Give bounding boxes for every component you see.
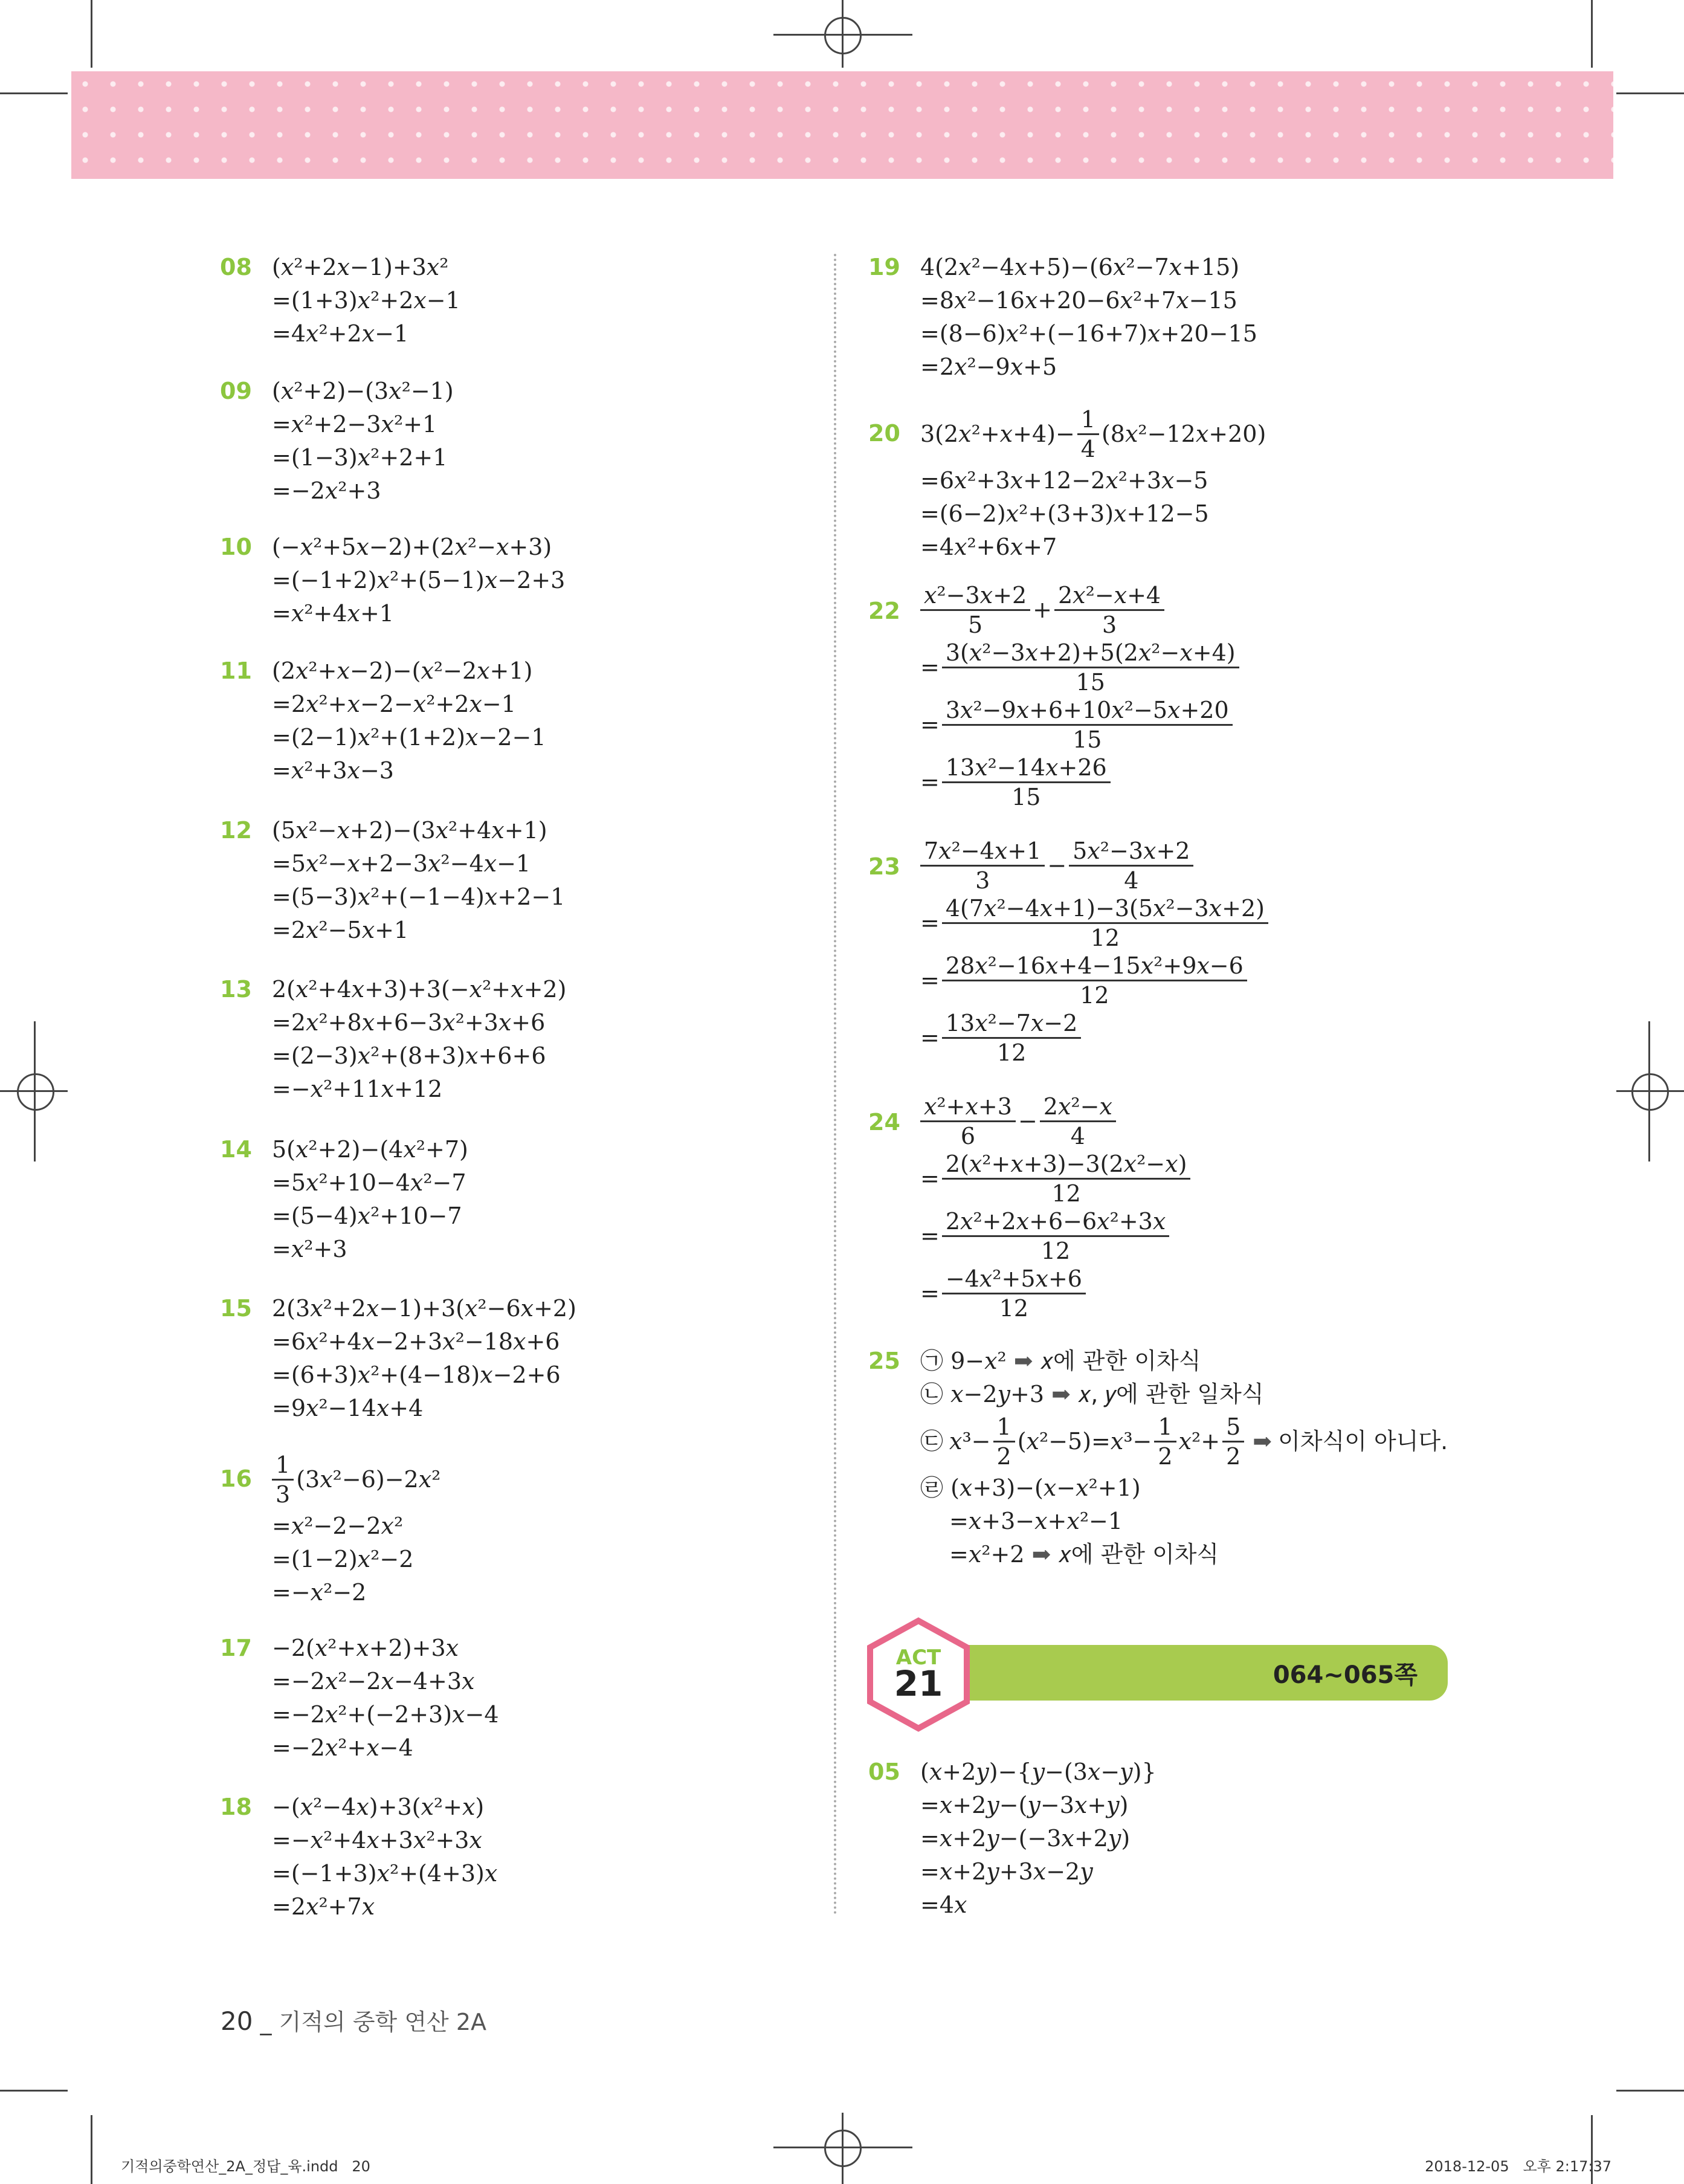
- problem-number: 20: [868, 420, 900, 447]
- problem-number: 08: [220, 254, 252, 280]
- step: 5(𝑥²+2)−(4𝑥²+7): [272, 1136, 468, 1163]
- step: =(1+3)𝑥²+2𝑥−1: [272, 287, 460, 314]
- fraction: [942, 1150, 1191, 1207]
- expression: (𝑥+3)−(𝑥−𝑥²+1): [950, 1475, 1141, 1501]
- denominator: 2: [1158, 1443, 1173, 1470]
- registration-line: [842, 0, 844, 68]
- step: =4𝑥²+6𝑥+7: [920, 534, 1057, 560]
- step: =4𝑥: [920, 1892, 967, 1918]
- numerator: 2𝑥²−𝑥: [1040, 1093, 1116, 1122]
- step: =−2𝑥²+(−2+3)𝑥−4: [272, 1701, 499, 1728]
- numerator: 1: [993, 1413, 1015, 1443]
- registration-line: [1648, 1021, 1650, 1161]
- page-footer: [221, 2003, 486, 2037]
- numerator: 2(𝑥²+𝑥+3)−3(2𝑥²−𝑥): [942, 1150, 1191, 1180]
- step: =𝑥²+2−3𝑥²+1: [272, 411, 437, 438]
- operator: +: [1033, 596, 1052, 623]
- step: =4𝑥²+2𝑥−1: [272, 320, 409, 347]
- step: =−2𝑥²−2𝑥−4+3𝑥: [272, 1668, 475, 1695]
- step: (2𝑥²+𝑥−2)−(𝑥²−2𝑥+1): [272, 657, 533, 684]
- crop-mark: [91, 2115, 92, 2184]
- step: =5𝑥²+10−4𝑥²−7: [272, 1169, 466, 1196]
- denominator: 3: [1102, 612, 1117, 638]
- step: =(1−2)𝑥²−2: [272, 1546, 414, 1572]
- problem-12: [220, 814, 566, 947]
- fraction: [272, 1451, 294, 1508]
- step: =−2𝑥²+3: [272, 477, 381, 504]
- operator: −: [1018, 1108, 1037, 1134]
- circled-mark: ㉣: [920, 1475, 944, 1501]
- step: =9𝑥²−14𝑥+4: [272, 1395, 424, 1421]
- step: −2(𝑥²+𝑥+2)+3𝑥: [272, 1635, 459, 1661]
- problem-number: 17: [220, 1635, 252, 1661]
- fraction: [942, 894, 1268, 952]
- slug-file: 기적의중학연산_2A_정답_육.indd 20: [121, 2158, 370, 2175]
- expression: 𝑥²+: [1178, 1427, 1221, 1455]
- act-banner: [918, 1645, 1448, 1701]
- numerator: 5: [1222, 1413, 1244, 1443]
- problem-16: [220, 1449, 441, 1609]
- circled-mark: ㉡: [920, 1381, 944, 1407]
- step: =−𝑥²−2: [272, 1579, 367, 1606]
- step: =6𝑥²+4𝑥−2+3𝑥²−18𝑥+6: [272, 1328, 560, 1355]
- step: =(2−1)𝑥²+(1+2)𝑥−2−1: [272, 724, 546, 751]
- problem-number: 16: [220, 1465, 252, 1492]
- denominator: 12: [996, 1039, 1027, 1066]
- problem-17: [220, 1632, 499, 1765]
- step: (3𝑥²−6)−2𝑥²: [296, 1465, 441, 1493]
- denominator: 5: [967, 612, 983, 638]
- fraction: [942, 754, 1111, 811]
- step: =(6+3)𝑥²+(4−18)𝑥−2+6: [272, 1362, 561, 1388]
- step: =2𝑥²+𝑥−2−𝑥²+2𝑥−1: [272, 691, 516, 717]
- registration-mark: [1631, 1073, 1669, 1111]
- step: 3(2𝑥²+𝑥+4)−: [920, 420, 1075, 447]
- page-number: 20: [221, 2006, 253, 2036]
- act-hexagon-icon: [865, 1617, 972, 1732]
- fraction: [993, 1413, 1015, 1470]
- description: 𝑥에 관한 이차식: [1058, 1541, 1219, 1568]
- arrow-icon: ➡: [1253, 1427, 1273, 1455]
- fraction: [1154, 1413, 1176, 1470]
- denominator: 12: [1040, 1238, 1071, 1264]
- numerator: −4𝑥²+5𝑥+6: [942, 1265, 1086, 1294]
- problem-number: 22: [868, 598, 900, 624]
- crop-mark: [1591, 0, 1593, 68]
- fraction: [1054, 581, 1164, 639]
- step: 2(𝑥²+4𝑥+3)+3(−𝑥²+𝑥+2): [272, 976, 567, 1003]
- fraction: [920, 1093, 1016, 1150]
- step: 2(3𝑥²+2𝑥−1)+3(𝑥²−6𝑥+2): [272, 1295, 576, 1322]
- numerator: 2𝑥²+2𝑥+6−6𝑥²+3𝑥: [942, 1207, 1169, 1237]
- problem-19: [868, 251, 1257, 384]
- registration-line: [34, 1021, 36, 1161]
- crop-mark: [0, 92, 68, 94]
- page-range: 064~065쪽: [1273, 1661, 1418, 1689]
- expression: =𝑥²+2: [949, 1541, 1025, 1568]
- numerator: 13𝑥²−14𝑥+26: [942, 754, 1111, 783]
- crop-mark: [91, 0, 92, 68]
- denominator: 12: [1080, 982, 1109, 1009]
- step: =𝑥²+3: [272, 1236, 347, 1262]
- problem-number: 23: [868, 853, 900, 880]
- problem-09: [220, 375, 454, 508]
- problem-13: [220, 973, 567, 1106]
- fraction: [1077, 405, 1099, 463]
- step: =𝑥+3−𝑥+𝑥²−1: [949, 1508, 1123, 1534]
- denominator: 12: [1090, 925, 1120, 951]
- problem-08: [220, 251, 460, 351]
- step: =(5−4)𝑥²+10−7: [272, 1203, 462, 1229]
- expression: 𝑥³−: [949, 1427, 991, 1455]
- item-4: [920, 1472, 1448, 1505]
- circled-mark: ㉠: [920, 1348, 944, 1374]
- step: =𝑥²+4𝑥+1: [272, 600, 394, 627]
- problem-23: 23 $\frac{\text{7𝑥²−4𝑥+1}}{3}$ − $\frac{\text{5𝑥²−3𝑥+2}}{4}$ = $\frac{\text{4(7𝑥²−4𝑥+1)−3(5𝑥²−3𝑥+2)}}{12}$ = $\frac{\text{28𝑥²−16𝑥+4−15𝑥²+9𝑥−6}}{12}$ = $\frac{\text{13𝑥²−7𝑥−2}}{12}$: [920, 837, 1271, 1067]
- item-1: [920, 1345, 1448, 1378]
- step: =(2−3)𝑥²+(8+3)𝑥+6+6: [272, 1042, 546, 1069]
- act-label: ACT: [895, 1646, 941, 1670]
- numerator: 1: [1154, 1413, 1176, 1443]
- numerator: 7𝑥²−4𝑥+1: [920, 837, 1045, 867]
- step: (−𝑥²+5𝑥−2)+(2𝑥²−𝑥+3): [272, 534, 552, 560]
- problem-number: 11: [220, 657, 252, 684]
- step: =−𝑥²+11𝑥+12: [272, 1076, 443, 1102]
- fraction: [942, 1207, 1169, 1265]
- numerator: 3(𝑥²−3𝑥+2)+5(2𝑥²−𝑥+4): [942, 639, 1239, 668]
- numerator: 𝑥²−3𝑥+2: [920, 581, 1030, 611]
- fraction: [942, 952, 1247, 1009]
- step: =−𝑥²+4𝑥+3𝑥²+3𝑥: [272, 1827, 482, 1853]
- denominator: 15: [1011, 784, 1041, 810]
- step: =−2𝑥²+𝑥−4: [272, 1734, 413, 1761]
- problem-10: [220, 531, 566, 630]
- step: (5𝑥²−𝑥+2)−(3𝑥²+4𝑥+1): [272, 817, 547, 844]
- step: =2𝑥²−5𝑥+1: [272, 917, 409, 943]
- numerator: 2𝑥²−𝑥+4: [1054, 581, 1164, 611]
- item-3: [920, 1411, 1448, 1472]
- step: =(1−3)𝑥²+2+1: [272, 444, 448, 471]
- slug-date: 2018-12-05 오후 2:17:37: [1425, 2158, 1611, 2175]
- numerator: 4(7𝑥²−4𝑥+1)−3(5𝑥²−3𝑥+2): [942, 894, 1268, 924]
- numerator: 𝑥²+𝑥+3: [920, 1093, 1016, 1122]
- problem-number: 09: [220, 378, 252, 404]
- arrow-icon: ➡: [1031, 1541, 1051, 1568]
- numerator: 5𝑥²−3𝑥+2: [1069, 837, 1193, 867]
- problem-22: 22 $\frac{\text{𝑥²−3𝑥+2}}{5}$ + $\frac{\text{2𝑥²−𝑥+4}}{3}$ = $\frac{\text{3(𝑥²−3𝑥+2)+5(2𝑥²−𝑥+4)}}{15}$ = $\frac{\text{3𝑥²−9𝑥+6+10𝑥²−5𝑥+20}}{15}$ = $\frac{\text{13𝑥²−14𝑥+26}}{15}$: [920, 581, 1242, 811]
- step: =2𝑥²+8𝑥+6−3𝑥²+3𝑥+6: [272, 1009, 546, 1036]
- denominator: 3: [975, 867, 990, 894]
- step: 4(2𝑥²−4𝑥+5)−(6𝑥²−7𝑥+15): [920, 254, 1240, 280]
- problem-14: [220, 1133, 468, 1266]
- crop-mark: [0, 2090, 68, 2092]
- fraction: [942, 1009, 1081, 1067]
- denominator: 15: [1076, 669, 1105, 696]
- numerator: 13𝑥²−7𝑥−2: [942, 1009, 1081, 1039]
- numerator: 28𝑥²−16𝑥+4−15𝑥²+9𝑥−6: [942, 952, 1247, 981]
- footer-separator: _: [260, 2009, 272, 2035]
- problem-number: 13: [220, 976, 252, 1003]
- step: =𝑥+2𝑦+3𝑥−2𝑦: [920, 1858, 1093, 1885]
- denominator: 15: [1073, 726, 1102, 753]
- problem-number: 05: [868, 1759, 900, 1785]
- step: (𝑥+2𝑦)−{𝑦−(3𝑥−𝑦)}: [920, 1759, 1157, 1785]
- denominator: 3: [276, 1481, 291, 1508]
- numerator: 1: [1077, 405, 1099, 435]
- step: (𝑥²+2𝑥−1)+3𝑥²: [272, 254, 449, 280]
- problem-20: [868, 404, 1266, 564]
- step: =(6−2)𝑥²+(3+3)𝑥+12−5: [920, 500, 1209, 527]
- circled-mark: ㉢: [920, 1427, 944, 1455]
- denominator: 12: [1051, 1180, 1081, 1207]
- problem-number: 25: [868, 1348, 900, 1374]
- fraction: [920, 837, 1045, 894]
- step: =2𝑥²+7𝑥: [272, 1893, 375, 1920]
- fraction: [1069, 837, 1193, 894]
- step: (𝑥²+2)−(3𝑥²−1): [272, 378, 454, 404]
- step: =5𝑥²−𝑥+2−3𝑥²−4𝑥−1: [272, 850, 531, 877]
- item-2: [920, 1378, 1448, 1411]
- step: =8𝑥²−16𝑥+20−6𝑥²+7𝑥−15: [920, 287, 1237, 314]
- operator: −: [1047, 852, 1067, 879]
- expression: 𝑥−2𝑦+3: [950, 1381, 1045, 1407]
- fraction: [942, 1265, 1086, 1322]
- step: =(−1+2)𝑥²+(5−1)𝑥−2+3: [272, 567, 566, 593]
- problem-number: 15: [220, 1295, 252, 1322]
- problem-number: 10: [220, 534, 252, 560]
- step: =𝑥²−2−2𝑥²: [272, 1513, 404, 1539]
- problem-11: [220, 654, 546, 787]
- fraction: [942, 696, 1233, 754]
- step: =𝑥+2𝑦−(−3𝑥+2𝑦): [920, 1825, 1131, 1852]
- arrow-icon: ➡: [1013, 1348, 1033, 1374]
- denominator: 12: [999, 1295, 1029, 1322]
- step: =(8−6)𝑥²+(−16+7)𝑥+20−15: [920, 320, 1257, 347]
- denominator: 4: [1070, 1123, 1085, 1149]
- crop-mark: [1616, 92, 1684, 94]
- crop-mark: [1616, 2090, 1684, 2092]
- problem-25: [868, 1345, 1448, 1571]
- denominator: 6: [960, 1123, 976, 1149]
- denominator: 4: [1080, 435, 1095, 462]
- problem-number: 24: [868, 1109, 900, 1136]
- registration-line: [842, 2113, 844, 2184]
- step: =6𝑥²+3𝑥+12−2𝑥²+3𝑥−5: [920, 467, 1208, 494]
- expression: 9−𝑥²: [950, 1348, 1007, 1374]
- step: =𝑥+2𝑦−(𝑦−3𝑥+𝑦): [920, 1792, 1129, 1818]
- header-band: [71, 71, 1613, 179]
- step: =(−1+3)𝑥²+(4+3)𝑥: [272, 1860, 498, 1887]
- problem-24: 24 $\frac{\text{𝑥²+𝑥+3}}{6}$ − $\frac{\text{2𝑥²−𝑥}}{4}$ = $\frac{\text{2(𝑥²+𝑥+3)−3(2𝑥²−𝑥)}}{12}$ = $\frac{\text{2𝑥²+2𝑥+6−6𝑥²+3𝑥}}{12}$ = $\frac{\text{−4𝑥²+5𝑥+6}}{12}$: [920, 1093, 1193, 1322]
- numerator: 1: [272, 1451, 294, 1481]
- problem-number: 18: [220, 1794, 252, 1820]
- description: 𝑥에 관한 이차식: [1040, 1348, 1201, 1374]
- column-divider: [834, 254, 836, 1916]
- expression: (𝑥²−5)=𝑥³−: [1017, 1427, 1152, 1455]
- problem-15: [220, 1292, 576, 1425]
- fraction: [1222, 1413, 1244, 1470]
- act-number: 21: [894, 1663, 943, 1704]
- problem-05: [868, 1756, 1157, 1922]
- step: =𝑥²+3𝑥−3: [272, 757, 394, 784]
- step: −(𝑥²−4𝑥)+3(𝑥²+𝑥): [272, 1794, 485, 1820]
- fraction: [942, 639, 1239, 696]
- registration-line: [1616, 1090, 1684, 1092]
- step: =2𝑥²−9𝑥+5: [920, 354, 1057, 380]
- problem-18: [220, 1791, 498, 1924]
- book-title: 기적의 중학 연산 2A: [279, 2009, 487, 2035]
- description: 이차식이 아니다.: [1278, 1427, 1448, 1455]
- numerator: 3𝑥²−9𝑥+6+10𝑥²−5𝑥+20: [942, 696, 1233, 726]
- step: (8𝑥²−12𝑥+20): [1101, 420, 1266, 447]
- problem-number: 19: [868, 254, 900, 280]
- problem-number: 14: [220, 1136, 252, 1163]
- arrow-icon: ➡: [1051, 1381, 1071, 1407]
- denominator: 4: [1124, 867, 1139, 894]
- denominator: 2: [1226, 1443, 1241, 1470]
- registration-mark: [17, 1073, 54, 1111]
- problem-number: 12: [220, 817, 252, 844]
- fraction: [1040, 1093, 1116, 1150]
- fraction: [920, 581, 1030, 639]
- step: =(5−3)𝑥²+(−1−4)𝑥+2−1: [272, 884, 566, 910]
- description: 𝑥, 𝑦에 관한 일차식: [1078, 1381, 1264, 1407]
- denominator: 2: [996, 1443, 1011, 1470]
